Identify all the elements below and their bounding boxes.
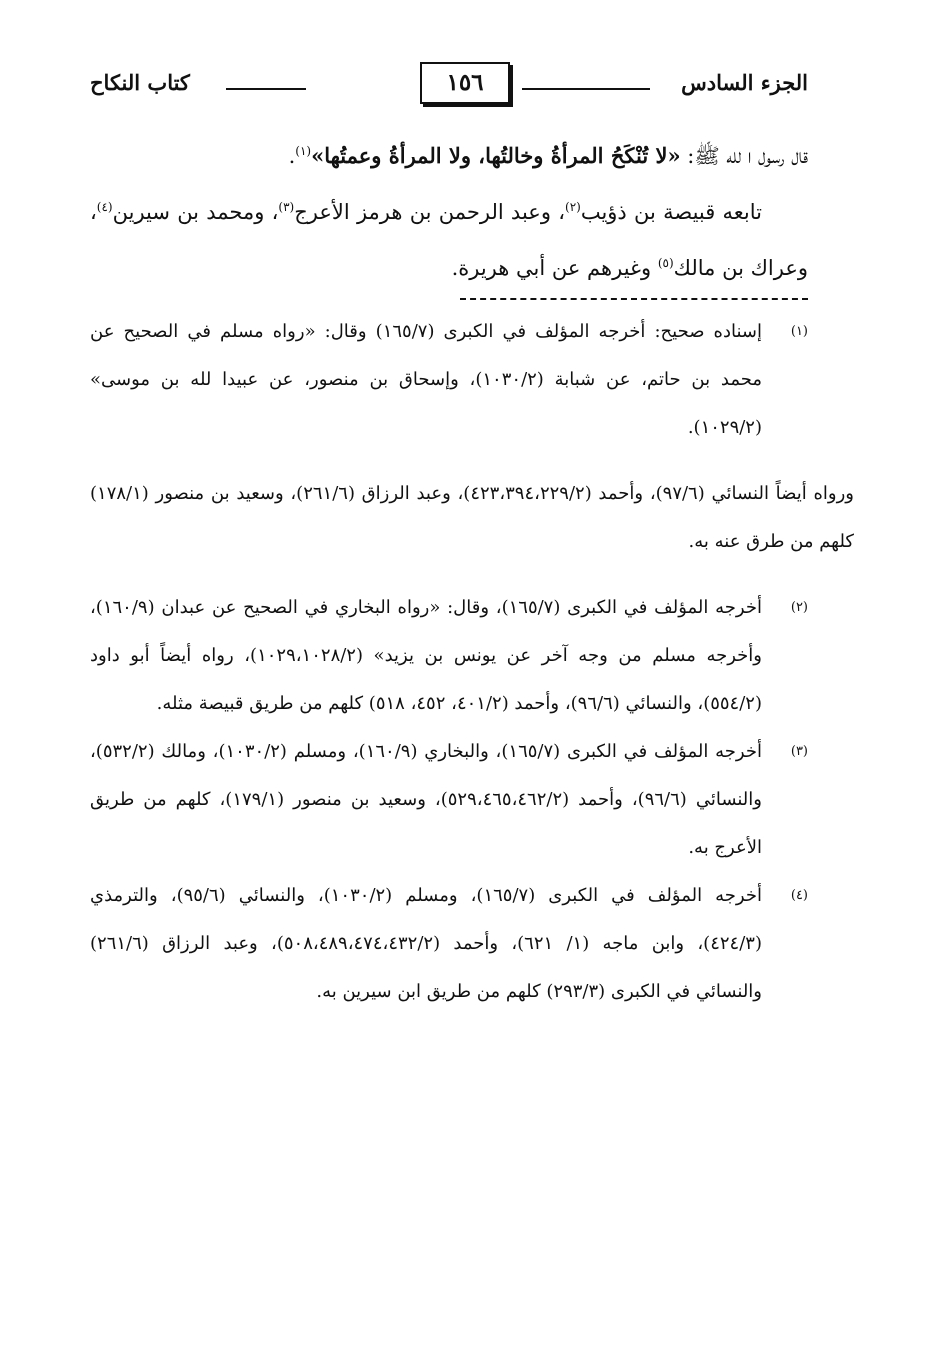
footnote-text: أخرجه المؤلف في الكبرى (١٦٥/٧)، والبخاري (١٦٠/٩)، ومسلم (١٠٣٠/٢)، ومالك (٥٣٢/٢)، والنسائي (٩٦/٦)، وأحمد (٥٢٩،٤٦٥،٤٦٢/٢)، وسعيد بن منصور (١٧٩/١)، كلهم من طريق الأعرج به. — [90, 741, 762, 858]
footnote-text: إسناده صحيح: أخرجه المؤلف في الكبرى (١٦٥/٧) وقال: «رواه مسلم في الصحيح عن محمد بن حاتم، عن شبابة (١٠٣٠/٢)، وإسحاق بن منصور، عن عبيدا لله بن موسى» (١٠٢٩/٢). — [90, 321, 763, 438]
hadith-line — [90, 128, 808, 184]
footnote-text: أخرجه المؤلف في الكبرى (١٦٥/٧)، ومسلم (١٠٣٠/٢)، والنسائي (٩٥/٦)، والترمذي (٤٢٤/٣)، وابن ماجه (١/ ٦٢١)، وأحمد (٥٠٨،٤٨٩،٤٧٤،٤٣٢/٢)، وعبد الرزاق (٢٦١/٦) والنسائي في الكبرى (٢٩٣/٣) كلهم من طريق ابن سيرين به. — [90, 885, 762, 1002]
footnote-3 — [90, 728, 808, 872]
narrator-sirin: ، ومحمد بن سيرين — [112, 200, 279, 224]
footnotes — [90, 308, 854, 1016]
hadith-end: . — [288, 144, 296, 168]
footnote-ref-3: (٣) — [278, 200, 295, 214]
page-header — [90, 62, 808, 106]
footnote-ref-4: (٤) — [96, 200, 113, 214]
footnote-text: أخرجه المؤلف في الكبرى (١٦٥/٧)، وقال: «رواه البخاري في الصحيح عن عبدان (١٦٠/٩)، وأخرجه مسلم من وجه آخر عن يونس بن يزيد» (١٠٢٩،١٠٢٨/٢)، رواه أيضاً أبو داود (٥٥٤/٢)، والنسائي (٩٦/٦)، وأحمد (٤٠١/٢، ٤٥٢، ٥١٨) كلهم من طريق قبيصة مثله. — [90, 597, 762, 714]
main-text — [90, 128, 808, 296]
hadith-text: «لا تُنْكَحُ المرأةُ وخالتُها، ولا المرأةُ وعمتُها» — [311, 143, 681, 168]
chapter-title: كتاب النكاح — [90, 70, 190, 95]
footnote-divider — [460, 298, 808, 300]
footnote-number: (٤) — [790, 888, 808, 903]
footnote-number: (١) — [790, 324, 808, 339]
volume-title: الجزء السادس — [681, 70, 808, 95]
narrator-qabisa: تابعه قبيصة بن ذؤيب — [580, 200, 762, 224]
book-page — [90, 62, 854, 1016]
header-rule-left — [226, 88, 306, 90]
narrators-paragraph — [90, 184, 808, 296]
footnote-number: (٢) — [790, 600, 808, 615]
footnote-number: (٣) — [790, 744, 808, 759]
footnote-4 — [90, 872, 808, 1016]
footnote-1-continuation: ورواه أيضاً النسائي (٩٧/٦)، وأحمد (٤٢٣،٣٩٤،٢٢٩/٢)، وعبد الرزاق (٢٦١/٦)، وسعيد بن منصور (١٧٨/١) كلهم من طرق عنه به. — [90, 483, 854, 552]
footnote-2 — [90, 584, 808, 728]
footnote-1 — [90, 308, 808, 452]
hadith-intro: قال رسول ا لله ﷺ: — [680, 144, 808, 168]
footnote-ref-2: (٢) — [565, 200, 581, 214]
footnote-ref-5: (٥) — [657, 256, 674, 270]
footnote-ref-1: (١) — [295, 144, 312, 158]
page-number: ١٥٦ — [420, 62, 510, 104]
narrator-irak: ، وعراك بن مالك — [90, 200, 808, 280]
narrator-araj: ، وعبد الرحمن بن هرمز الأعرج — [294, 200, 565, 224]
header-rule-right — [522, 88, 650, 90]
narrators-end: وغيرهم عن أبي هريرة. — [451, 256, 658, 280]
